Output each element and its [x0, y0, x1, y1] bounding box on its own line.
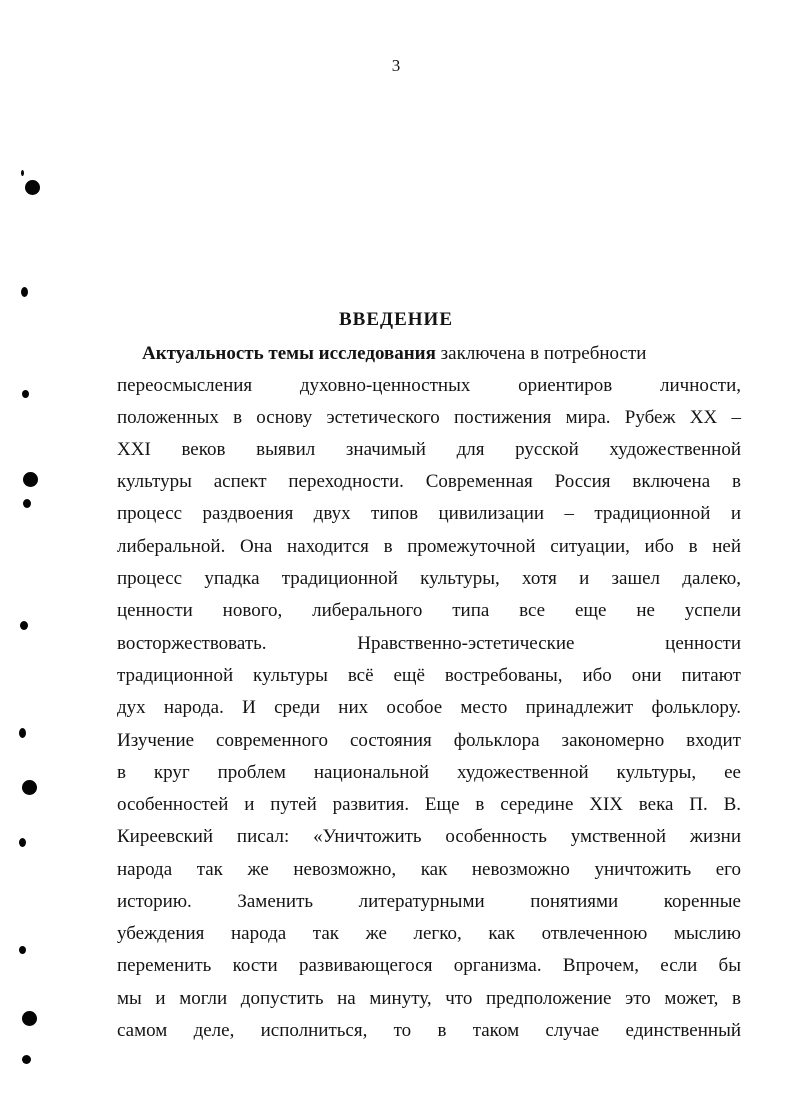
binding-hole-mark	[23, 472, 38, 487]
paragraph-line: убеждения народа так же легко, как отвлеченною мыслию	[117, 923, 741, 944]
paragraph-line: процесс упадка традиционной культуры, хотя и зашел далеко,	[117, 568, 741, 589]
paragraph-line: ценности нового, либерального типа все еще не успели	[117, 600, 741, 621]
paragraph-line: переосмысления духовно-ценностных ориентиров личности,	[117, 375, 741, 396]
binding-speck-mark	[22, 390, 29, 398]
binding-hole-mark	[25, 180, 40, 195]
binding-speck-mark	[19, 728, 26, 738]
section-heading: ВВЕДЕНИЕ	[339, 309, 453, 330]
binding-speck-mark	[22, 1055, 31, 1064]
binding-speck-mark	[23, 499, 31, 508]
binding-hole-mark	[22, 780, 37, 795]
binding-hole-mark	[22, 1011, 37, 1026]
paragraph-line: культуры аспект переходности. Современная Россия включена в	[117, 471, 741, 492]
lead-phrase: Актуальность темы исследования	[142, 343, 436, 364]
paragraph-line	[142, 340, 708, 368]
paragraph-line: самом деле, исполниться, то в таком случае единственный	[117, 1020, 741, 1041]
line-text: заключена в потребности	[435, 343, 647, 364]
paragraph-line: историю. Заменить литературными понятиями коренные	[117, 891, 741, 912]
binding-speck-mark	[19, 838, 26, 847]
paragraph-line: Изучение современного состояния фольклора закономерно входит	[117, 730, 741, 751]
paragraph-line: переменить кости развивающегося организма. Впрочем, если бы	[117, 955, 741, 976]
paragraph-line: восторжествовать. Нравственно-эстетические ценности	[117, 633, 741, 654]
paragraph-line: либеральной. Она находится в промежуточной ситуации, ибо в ней	[117, 536, 741, 557]
binding-speck-mark	[21, 287, 28, 297]
paragraph-line: Киреевский писал: «Уничтожить особенность умственной жизни	[117, 826, 741, 847]
paragraph-line: в круг проблем национальной художественной культуры, ее	[117, 762, 741, 783]
paragraph-line: процесс раздвоения двух типов цивилизации – традиционной и	[117, 503, 741, 524]
binding-speck-mark	[19, 946, 26, 954]
binding-speck-mark	[20, 621, 28, 630]
paragraph-line: народа так же невозможно, как невозможно уничтожить его	[117, 859, 741, 880]
paragraph-line: традиционной культуры всё ещё востребованы, ибо они питают	[117, 665, 741, 686]
paragraph-line: дух народа. И среди них особое место принадлежит фольклору.	[117, 697, 741, 718]
binding-speck-mark	[21, 170, 24, 176]
paragraph-line: мы и могли допустить на минуту, что предположение это может, в	[117, 988, 741, 1009]
page-number: 3	[391, 56, 401, 75]
paragraph-line: особенностей и путей развития. Еще в середине XIX века П. В.	[117, 794, 741, 815]
paragraph-line: положенных в основу эстетического постижения мира. Рубеж XX –	[117, 407, 741, 428]
paragraph-line: XXI веков выявил значимый для русской художественной	[117, 439, 741, 460]
